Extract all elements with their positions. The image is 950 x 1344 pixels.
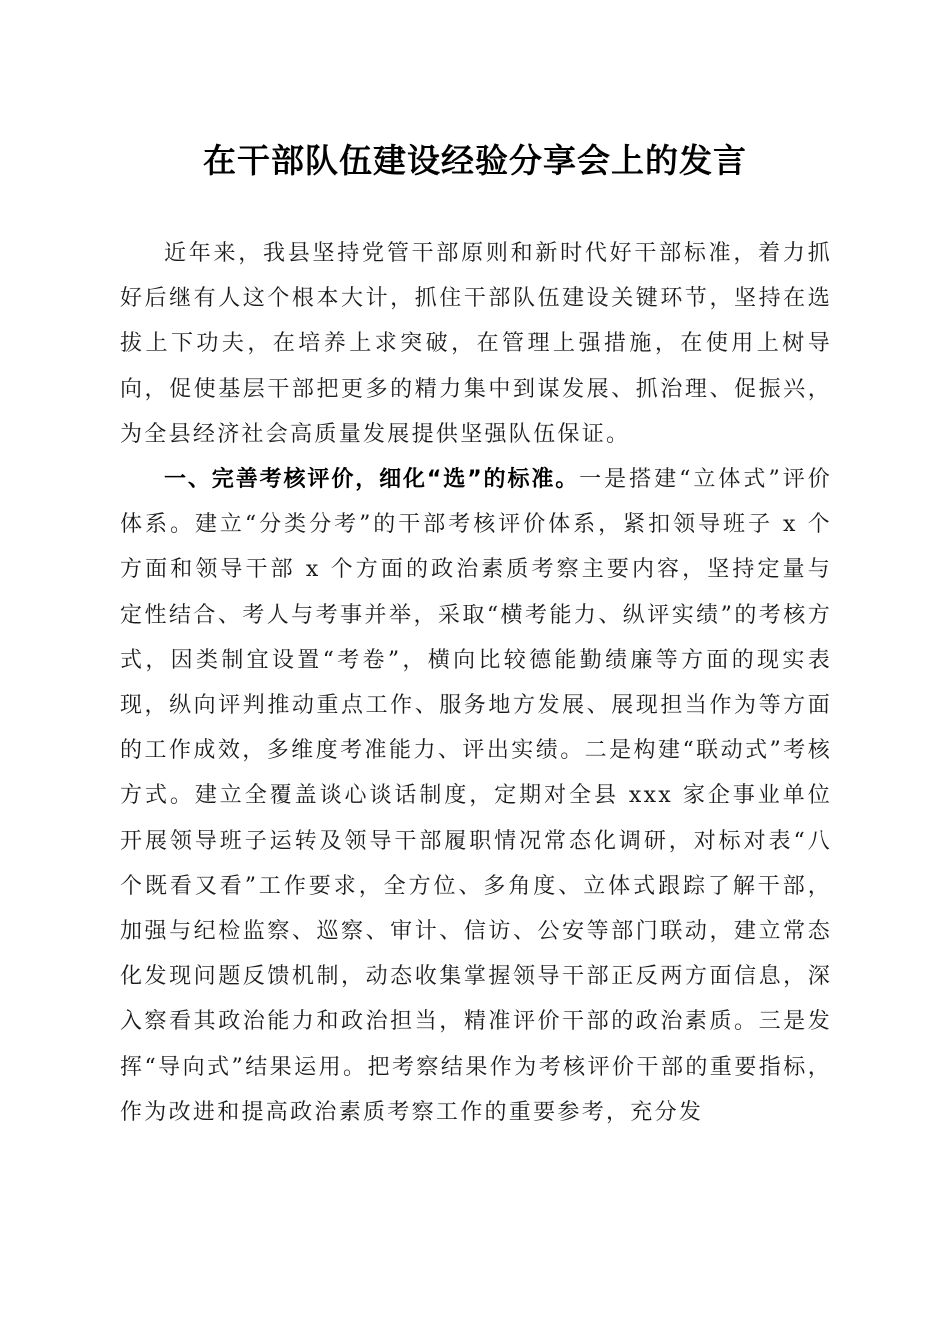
intro-paragraph: 近年来，我县坚持党管干部原则和新时代好干部标准，着力抓好后继有人这个根本大计，抓住干部队伍建设关键环节，坚持在选拔上下功夫，在培养上求突破，在管理上强措施，在使用上树导向，促使基层干部把更多的精力集中到谋发展、抓治理、促振兴，为全县经济社会高质量发展提供坚强队伍保证。 bbox=[120, 241, 832, 447]
section-1-paragraph bbox=[120, 457, 832, 1135]
section-1-text: 一是搭建“立体式”评价体系。建立“分类分考”的干部考核评价体系，紧扣领导班子 x 个方面和领导干部 x 个方面的政治素质考察主要内容，坚持定量与定性结合、考人与考事并举，采取“横考能力、纵评实绩”的考核方式，因类制宜设置“考卷”，横向比较德能勤绩廉等方面的现实表现，纵向评判推动重点工作、服务地方发展、展现担当作为等方面的工作成效，多维度考准能力、评出实绩。二是构建“联动式”考核方式。建立全覆盖谈心谈话制度，定期对全县 xxx 家企事业单位开展领导班子运转及领导干部履职情况常态化调研，对标对表“八个既看又看”工作要求，全方位、多角度、立体式跟踪了解干部，加强与纪检监察、巡察、审计、信访、公安等部门联动，建立常态化发现问题反馈机制，动态收集掌握领导干部正反两方面信息，深入察看其政治能力和政治担当，精准评价干部的政治素质。三是发挥“导向式”结果运用。把考察结果作为考核评价干部的重要指标，作为改进和提高政治素质考察工作的重要参考，充分发 bbox=[120, 467, 832, 1125]
document-body bbox=[120, 231, 832, 1135]
section-1-heading: 一、完善考核评价，细化“选”的标准。 bbox=[164, 467, 580, 493]
document-title: 在干部队伍建设经验分享会上的发言 bbox=[203, 141, 747, 180]
